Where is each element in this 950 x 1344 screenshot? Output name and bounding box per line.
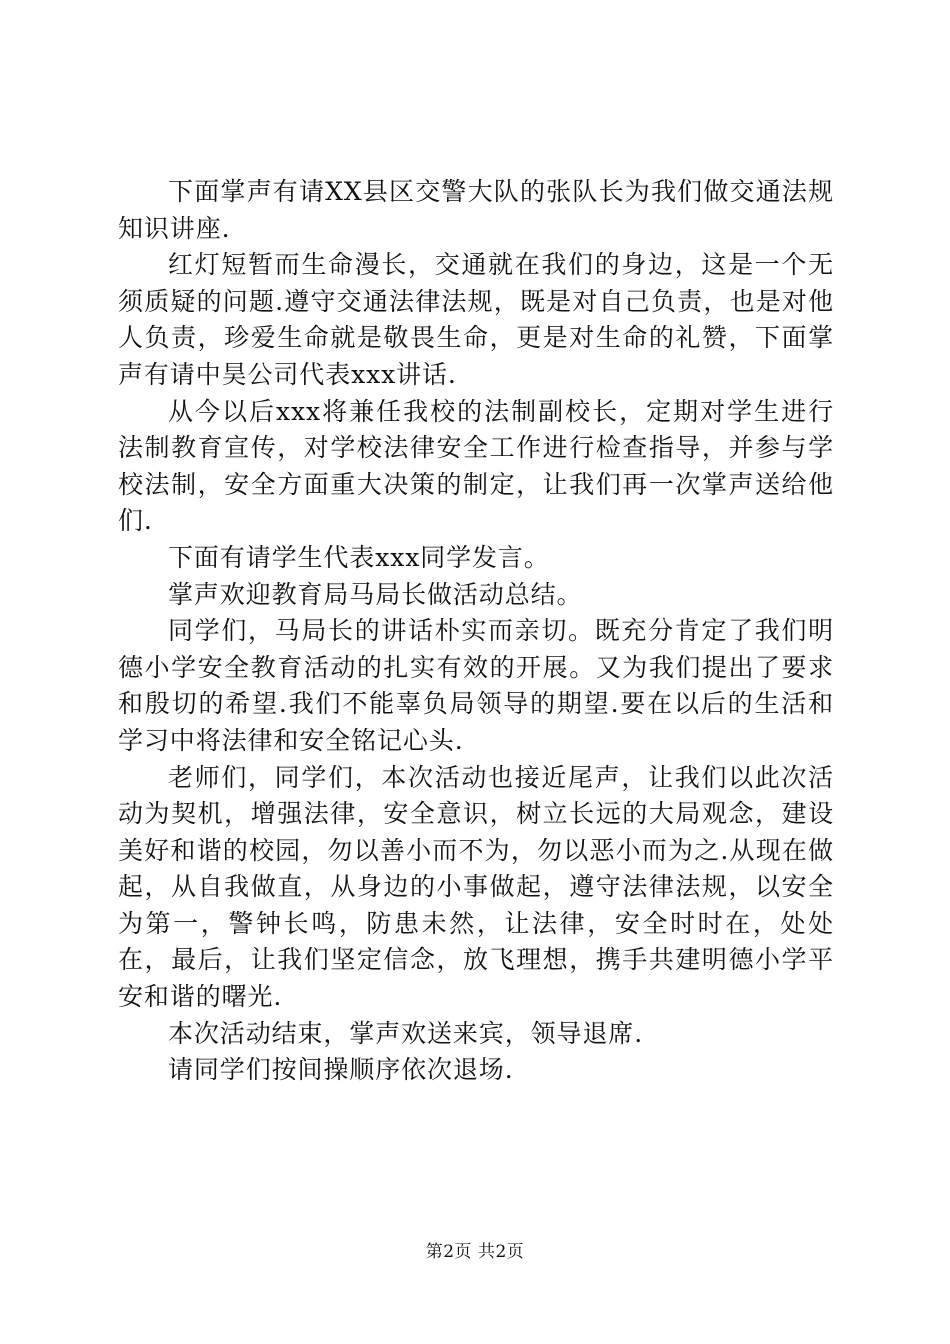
page-footer: 第2页 共2页 (425, 1242, 525, 1262)
paragraph-7: 老师们，同学们，本次活动也接近尾声，让我们以此次活动为契机，增强法律，安全意识，树立长远的大局观念，建设美好和谐的校园，勿以善小而不为，勿以恶小而为之.从现在做起，从自我做直，从身边的小事做起，遵守法律法规，以安全为第一，警钟长鸣，防患未然，让法律，安全时时在，处处在，最后，让我们坚定信念，放飞理想，携手共建明德小学平安和谐的曙光. (118, 762, 834, 1012)
paragraph-5: 掌声欢迎教育局马局长做活动总结。 (168, 579, 583, 609)
document-body (118, 174, 834, 1089)
paragraph-3: 从今以后xxx将兼任我校的法制副校长，定期对学生进行法制教育宣传，对学校法律安全工作进行检查指导，并参与学校法制，安全方面重大决策的制定，让我们再一次掌声送给他们. (118, 396, 834, 536)
paragraph-6: 同学们，马局长的讲话朴实而亲切。既充分肯定了我们明德小学安全教育活动的扎实有效的开展。又为我们提出了要求和殷切的希望.我们不能辜负局领导的期望.要在以后的生活和学习中将法律和安全铭记心头. (118, 616, 834, 755)
paragraph-2: 红灯短暂而生命漫长，交通就在我们的身边，这是一个无须质疑的问题.遵守交通法律法规，既是对自己负责，也是对他人负责，珍爱生命就是敬畏生命，更是对生命的礼赞，下面掌声有请中昊公司代表xxx讲话. (118, 250, 834, 389)
paragraph-4: 下面有请学生代表xxx同学发言。 (168, 542, 550, 572)
paragraph-1: 下面掌声有请XX县区交警大队的张队长为我们做交通法规知识讲座. (118, 177, 834, 243)
paragraph-8: 本次活动结束，掌声欢送来宾，领导退席. (168, 1018, 644, 1048)
paragraph-9: 请同学们按间操顺序依次退场. (168, 1055, 514, 1085)
